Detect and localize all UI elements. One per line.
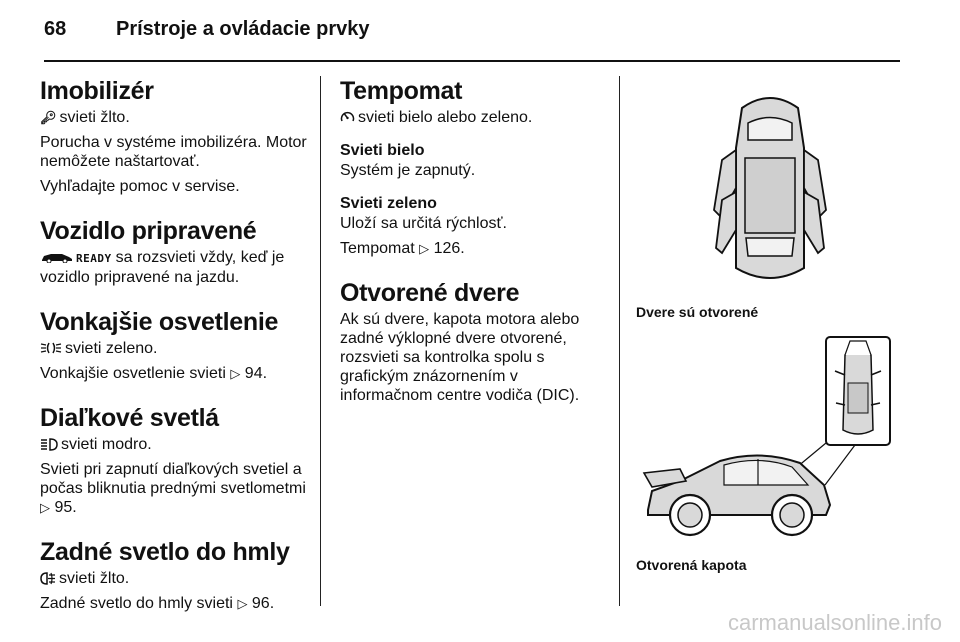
section-heading: Vonkajšie osvetlenie xyxy=(40,308,279,336)
paragraph: Uloží sa určitá rýchlosť. xyxy=(340,215,507,232)
paragraph xyxy=(40,364,310,383)
section-rear-fog xyxy=(40,537,310,613)
paragraph-text: sa rozsvieti vždy, keď je vozidlo pripravené na jazdu. xyxy=(40,249,285,286)
column-divider-1 xyxy=(320,76,321,606)
paragraph-text: Tempomat xyxy=(340,240,415,257)
section-heading: Tempomat xyxy=(340,77,463,105)
car-icon xyxy=(40,251,74,263)
rear-fog-light-icon xyxy=(40,572,56,585)
section-heading: Vozidlo pripravené xyxy=(40,217,257,245)
subheading: Svieti bielo xyxy=(340,142,425,159)
section-imobilizer xyxy=(40,76,310,196)
indicator-line xyxy=(40,339,310,358)
paragraph: Systém je zapnutý. xyxy=(340,162,476,179)
column-left xyxy=(40,76,310,619)
indicator-text: svieti žlto. xyxy=(59,109,130,126)
car-key-icon: 🔑︎ xyxy=(40,110,57,125)
section-ready xyxy=(40,216,310,287)
indicator-line xyxy=(40,108,310,127)
section-heading: Zadné svetlo do hmly xyxy=(40,538,290,566)
indicator-text: svieti bielo alebo zeleno. xyxy=(358,109,533,126)
column-divider-2 xyxy=(619,76,620,606)
subheading: Svieti zeleno xyxy=(340,195,437,212)
paragraph xyxy=(40,594,310,613)
page-title: Prístroje a ovládacie prvky xyxy=(116,18,370,40)
indicator-text: svieti zeleno. xyxy=(65,340,158,357)
cruise-control-icon xyxy=(340,110,355,124)
section-heading: Diaľkové svetlá xyxy=(40,404,219,432)
reference-arrow-icon: ▷ xyxy=(237,596,248,611)
reference-arrow-icon: ▷ xyxy=(40,500,50,515)
paragraph: Vyhľadajte pomoc v servise. xyxy=(40,178,240,195)
page-reference: 95. xyxy=(54,499,77,516)
paragraph: Porucha v systéme imobilizéra. Motor nemôžete naštartovať. xyxy=(40,134,307,170)
section-open-doors xyxy=(340,278,610,405)
indicator-text: svieti žlto. xyxy=(59,570,130,587)
paragraph: Ak sú dvere, kapota motora alebo zadné výklopné dvere otvorené, rozsvieti sa kontrolka spolu s grafickým znázornením v informačnom centre vodiča (DIC). xyxy=(340,311,580,404)
section-high-beam xyxy=(40,403,310,517)
paragraph-text: Vonkajšie osvetlenie svieti xyxy=(40,365,226,382)
section-exterior-lights xyxy=(40,307,310,383)
high-beam-icon xyxy=(40,438,58,451)
header-rule xyxy=(44,60,900,62)
paragraph xyxy=(340,239,610,258)
paragraph-text: Zadné svetlo do hmly svieti xyxy=(40,595,233,612)
reference-arrow-icon: ▷ xyxy=(419,241,430,256)
indicator-line xyxy=(340,108,610,127)
figure-caption-hood: Otvorená kapota xyxy=(636,557,747,573)
indicator-text: svieti modro. xyxy=(61,436,152,453)
page-reference: 126. xyxy=(433,240,465,257)
paragraph xyxy=(40,460,310,517)
page-reference: 96. xyxy=(251,595,275,612)
paragraph-text: Svieti pri zapnutí diaľkových svetiel a počas bliknutia prednými svetlometmi xyxy=(40,461,306,497)
page-reference: 94. xyxy=(244,365,268,382)
reference-arrow-icon: ▷ xyxy=(230,366,241,381)
hood-open-car-illustration xyxy=(640,335,895,545)
paragraph xyxy=(40,248,310,287)
watermark: carmanualsonline.info xyxy=(727,610,942,635)
section-heading: Otvorené dvere xyxy=(340,279,520,307)
doors-open-car-illustration xyxy=(700,88,840,293)
ready-label: READY xyxy=(76,252,112,265)
column-middle xyxy=(340,76,610,411)
figure-caption-doors: Dvere sú otvorené xyxy=(636,304,759,320)
section-cruise-control xyxy=(340,76,610,258)
exterior-light-icon xyxy=(40,342,62,354)
indicator-line xyxy=(40,435,310,454)
page-number: 68 xyxy=(44,18,67,40)
section-heading: Imobilizér xyxy=(40,77,154,105)
indicator-line xyxy=(40,569,310,588)
